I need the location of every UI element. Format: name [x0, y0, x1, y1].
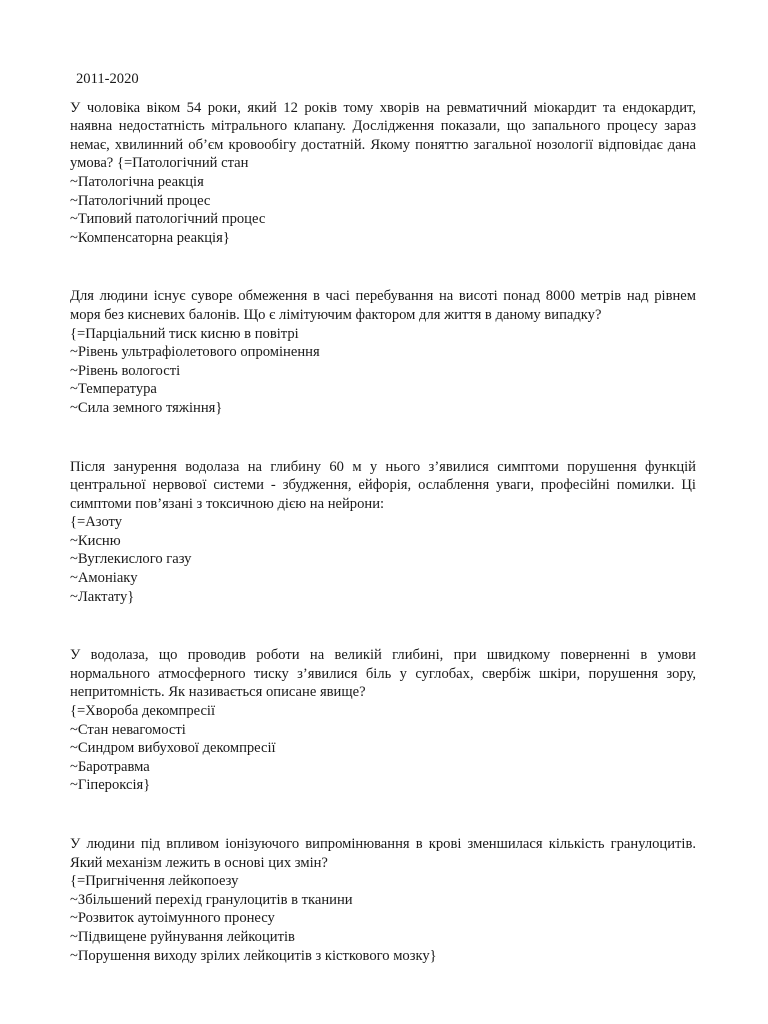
answer-option: ~Гіпероксія} [70, 777, 151, 794]
answer-option: ~Типовий патологічний процес [70, 211, 266, 228]
answer-list [70, 702, 696, 795]
question-text: У людини під впливом іонізуючого випромінювання в крові зменшилася кількість гранулоцитів. Який механізм лежить в основі цих змін? [70, 836, 696, 871]
answer-option: ~Рівень вологості [70, 362, 181, 379]
answer-list [70, 872, 696, 965]
document-heading: 2011-2020 [76, 71, 139, 87]
answer-option: ~Лактату} [70, 588, 135, 605]
answer-option: ~Підвищене руйнування лейкоцитів [70, 928, 295, 945]
answer-option: ~Температура [70, 381, 157, 398]
answer-option: ~Компенсаторна реакція} [70, 229, 230, 246]
answer-option: ~Кисню [70, 532, 121, 549]
answer-option: {=Пригнічення лейкопоезу [70, 873, 239, 890]
answer-option: ~Амоніаку [70, 570, 138, 587]
answer-option: ~Сила земного тяжіння} [70, 399, 223, 416]
question-text: Після занурення водолаза на глибину 60 м у нього з’явилися симптоми порушення функцій центральної нервової системи - збудження, ейфорія, ослаблення уваги, професійні помилки. Ці симптоми пов’язані з токсичною дією на нейрони: [70, 458, 696, 512]
answer-list [70, 325, 696, 418]
answer-option: ~Рівень ультрафіолетового опромінення [70, 344, 320, 361]
question-text: У водолаза, що проводив роботи на великій глибині, при швидкому поверненні в умови нормального атмосферного тиску з’явилися біль у суглобах, свербіж шкіри, порушення зору, непритомність. Як називається описане явище? [70, 647, 696, 701]
answer-option: ~Збільшений перехід гранулоцитів в тканини [70, 891, 353, 908]
answer-option: {=Парціальний тиск кисню в повітрі [70, 325, 299, 342]
answer-option: {=Азоту [70, 514, 123, 531]
document-page [70, 70, 696, 1005]
answer-option: ~Синдром вибухової декомпресії [70, 740, 276, 757]
answer-option: ~Вуглекислого газу [70, 551, 192, 568]
question-5 [70, 835, 696, 965]
question-text: Для людини існує суворе обмеження в часі перебування на висоті понад 8000 метрів над рівнем моря без кисневих балонів. Що є лімітуючим фактором для життя в даному випадку? [70, 288, 696, 323]
answer-option: ~Порушення виходу зрілих лейкоцитів з кісткового мозку} [70, 947, 437, 964]
answer-option: {=Хвороба декомпресії [70, 703, 216, 720]
question-1 [70, 99, 696, 248]
question-3 [70, 458, 696, 607]
question-4 [70, 646, 696, 795]
answer-option: ~Патологічна реакція [70, 173, 204, 190]
answer-option: ~Розвиток аутоімунного пронесу [70, 910, 275, 927]
question-2 [70, 287, 696, 417]
answer-list [70, 173, 696, 247]
answer-list [70, 513, 696, 606]
answer-option: ~Патологічний процес [70, 192, 211, 209]
answer-option: ~Баротравма [70, 758, 150, 775]
question-text: У чоловіка віком 54 роки, який 12 років тому хворів на ревматичний міокардит та ендокардит, наявна недостатність мітрального клапану. Дослідження показали, що запального процесу зараз немає, хвилинний об’єм кровообігу достатній. Якому поняттю загальної нозології відповідає дана умова? {=Патологічний стан [70, 99, 696, 172]
answer-option: ~Стан невагомості [70, 721, 186, 738]
